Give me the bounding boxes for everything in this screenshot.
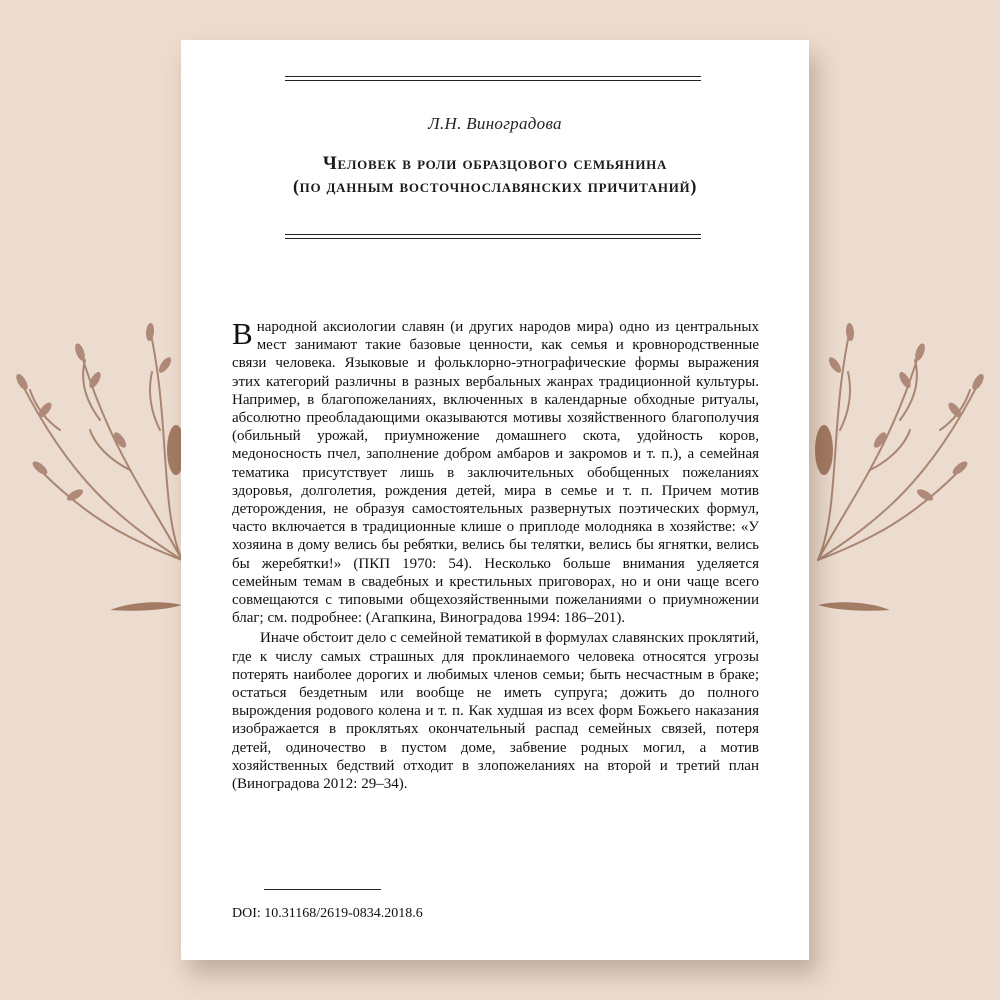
article-title: Человек в роли образцового семьянина (322, 153, 668, 174)
paragraph-1-text: народной аксиологии славян (и других народов мира) одно из центральных мест занимают такие базовые ценности, как семья и кровнородственные связи человека. Языковые и фольклорно-этнографические формы выражения этих категорий различны в разных вербальных жанрах традиционной культуры. Например, в благопожеланиях, включенных в календарные обходные ритуалы, абсолютно преобладающими оказываются мотивы хозяйственного благополучия (обильный урожай, приумножение домашнего скота, удойность коров, медоносность пчел, заполнение добром амбаров и закромов и т. п.), а семейная тематика присутствует лишь в заключительных обобщенных пожеланиях здоровья, долголетия, рождения детей, мира в семье и т. п. Причем мотив деторождения, не образуя самостоятельных развернутых поэтических формул, часто включается в традиционные клише о приплоде молодняка в хозяйстве: «У хозяина в дому велись бы ребятки, велись бы телятки, велись бы ягнятки, велись бы жеребятки!» (ПКП 1970: 54). Несколько больше внимания уделяется семейным темам в свадебных и крестильных приговорах, но и они чаще всего совмещаются с типовыми общехозяйственными пожеланиями о приумножении благ; см. подробнее: (Агапкина, Виноградова 1994: 186–201). (232, 319, 759, 627)
author-name: Л.Н. Виноградова (428, 114, 562, 133)
header-rule-top-double (285, 80, 701, 81)
article-subtitle: (по данным восточнославянских причитаний) (292, 176, 698, 196)
right-willow-branch-icon (815, 323, 986, 611)
paragraph-2: Иначе обстоит дело с семейной тематикой в формулах славянских проклятий, где к числу самых страшных для проклинаемого человека относятся угрозы потерять наиболее дорогих и любимых членов семьи; быть несчастным в браке; остаться бездетным или вообще не иметь супруга; дожить до полного вырождения родового колена и т. п. Как худшая из всех форм Божьего наказания изображается в проклятьях окончательный распад семейных связей, потеря детей, одиночество в пустом доме, забвение родных могил, а мотив хозяйственных бедствий отходит в злопожеланиях на второй и третий план (Виноградова 2012: 29–34). (232, 630, 759, 793)
doi-footnote: DOI: 10.31168/2619-0834.2018.6 (232, 906, 423, 921)
drop-cap: В (232, 316, 253, 351)
header-rule-top (285, 76, 701, 77)
article-page (181, 40, 809, 960)
paragraph-1 (232, 318, 759, 627)
article-body (232, 318, 759, 793)
left-willow-branch-icon (14, 323, 185, 611)
header-rule-bottom-double (285, 238, 701, 239)
footnote-rule (264, 889, 381, 890)
header-rule-bottom (285, 234, 701, 235)
